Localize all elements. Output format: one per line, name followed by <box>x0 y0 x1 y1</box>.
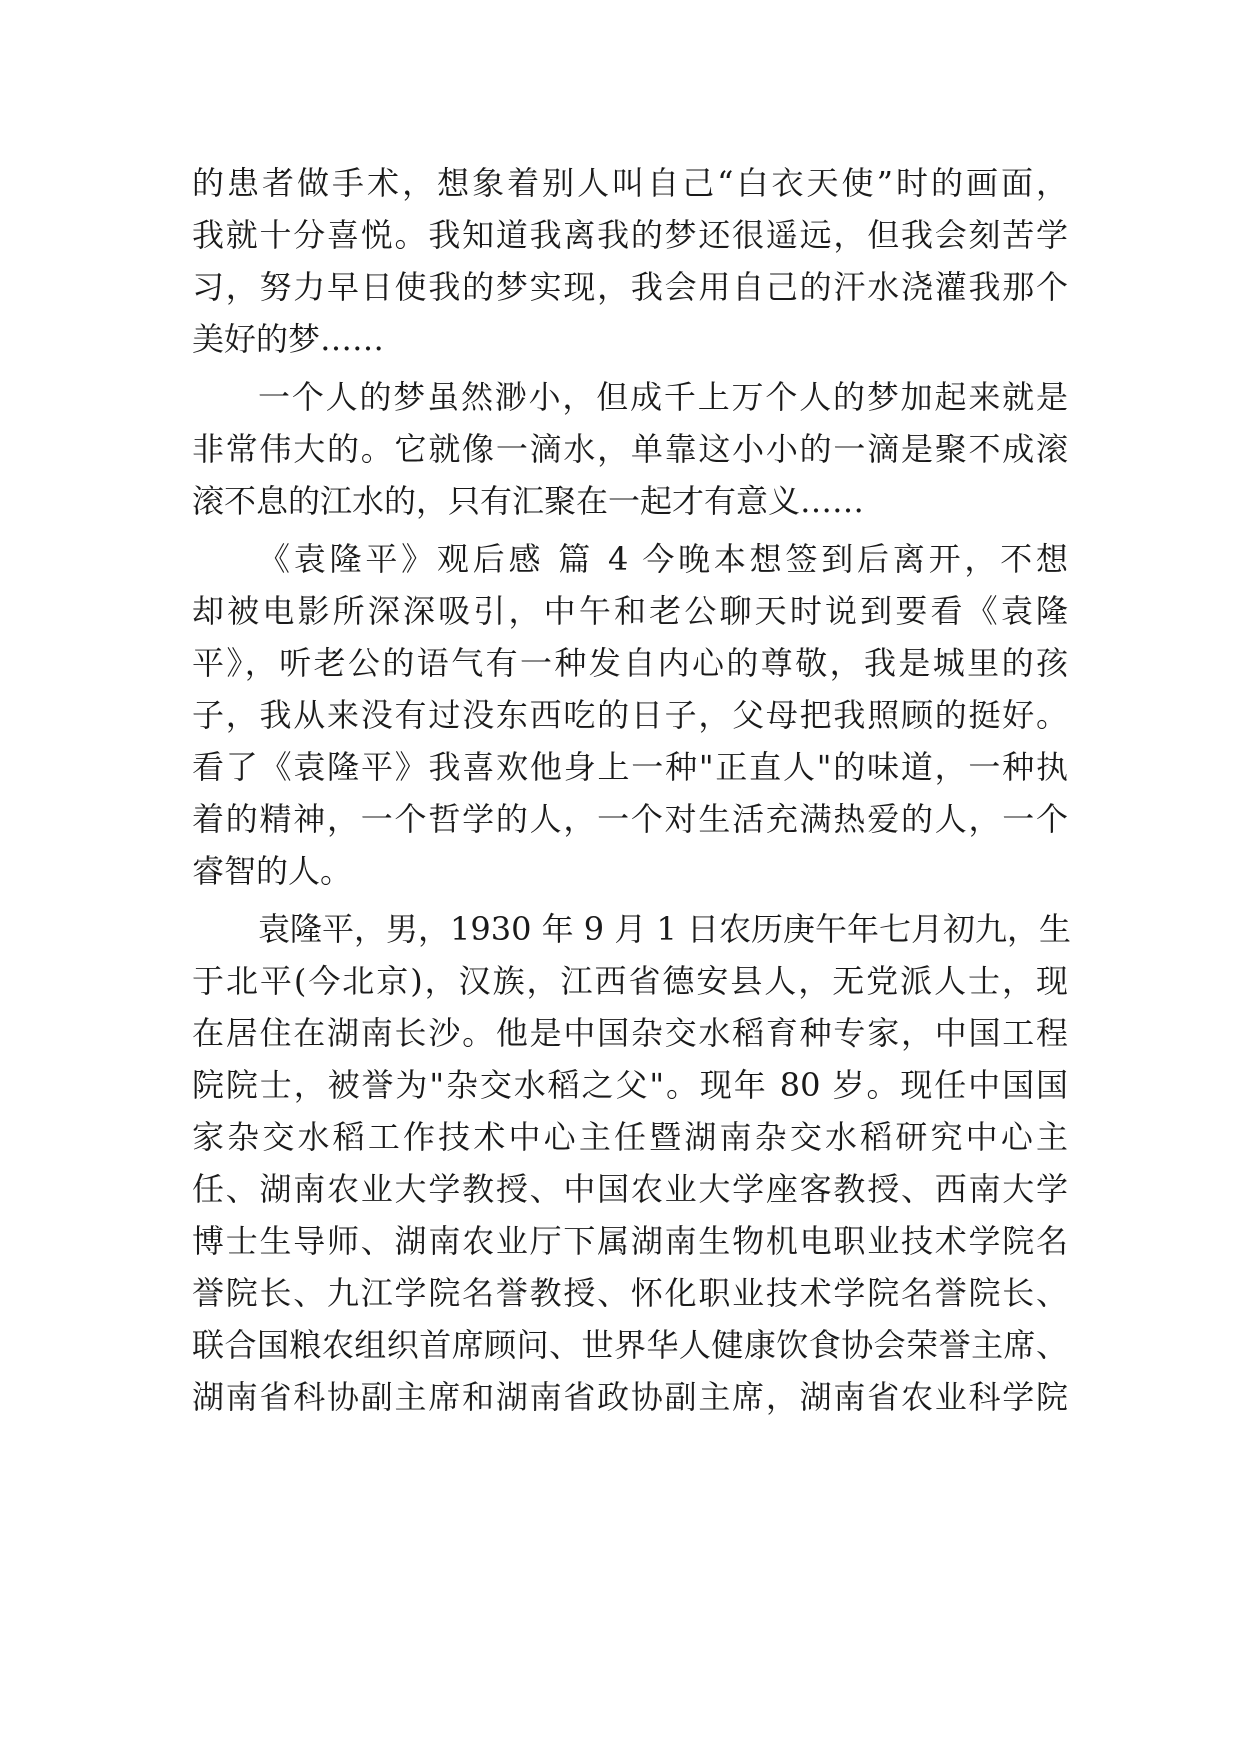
text-line: 看了《袁隆平》我喜欢他身上一种"正直人"的味道，一种执 <box>192 748 1068 786</box>
text-line: 一个人的梦虽然渺小，但成千上万个人的梦加起来就是 <box>258 378 1068 416</box>
text-line: 于北平(今北京)，汉族，江西省德安县人，无党派人士，现 <box>192 962 1068 1000</box>
paragraph <box>192 157 1068 365</box>
text-line: 习，努力早日使我的梦实现，我会用自己的汗水浇灌我那个 <box>192 268 1068 306</box>
text-line: 美好的梦…… <box>192 320 385 358</box>
text-line: 睿智的人。 <box>192 852 353 890</box>
text-line: 院院士，被誉为"杂交水稻之父"。现年 80 岁。现任中国国 <box>192 1066 1068 1104</box>
paragraph <box>192 371 1068 527</box>
paragraph <box>192 533 1068 897</box>
text-line: 在居住在湖南长沙。他是中国杂交水稻育种专家，中国工程 <box>192 1014 1068 1052</box>
text-line: 《袁隆平》观后感 篇 4 今晚本想签到后离开，不想 <box>258 540 1068 578</box>
text-line: 的患者做手术，想象着别人叫自己“白衣天使”时的画面， <box>192 164 1068 202</box>
text-line: 任、湖南农业大学教授、中国农业大学座客教授、西南大学 <box>192 1170 1068 1208</box>
text-line: 湖南省科协副主席和湖南省政协副主席，湖南省农业科学院 <box>192 1378 1068 1416</box>
text-line: 博士生导师、湖南农业厅下属湖南生物机电职业技术学院名 <box>192 1222 1068 1260</box>
text-line: 非常伟大的。它就像一滴水，单靠这小小的一滴是聚不成滚 <box>192 430 1068 468</box>
text-line: 家杂交水稻工作技术中心主任暨湖南杂交水稻研究中心主 <box>192 1118 1068 1156</box>
text-line: 我就十分喜悦。我知道我离我的梦还很遥远，但我会刻苦学 <box>192 216 1068 254</box>
text-line: 誉院长、九江学院名誉教授、怀化职业技术学院名誉院长、 <box>192 1274 1068 1312</box>
text-line: 却被电影所深深吸引，中午和老公聊天时说到要看《袁隆 <box>192 592 1068 630</box>
text-line: 平》，听老公的语气有一种发自内心的尊敬，我是城里的孩 <box>192 644 1068 682</box>
text-line: 联合国粮农组织首席顾问、世界华人健康饮食协会荣誉主席、 <box>192 1326 1068 1364</box>
text-line: 袁隆平，男，1930 年 9 月 1 日农历庚午年七月初九，生 <box>258 910 1072 948</box>
text-line: 着的精神，一个哲学的人，一个对生活充满热爱的人，一个 <box>192 800 1068 838</box>
text-line: 滚不息的江水的，只有汇聚在一起才有意义…… <box>192 482 865 520</box>
paragraph <box>192 903 1072 1423</box>
text-line: 子，我从来没有过没东西吃的日子，父母把我照顾的挺好。 <box>192 696 1068 734</box>
document-body <box>192 157 1072 1429</box>
